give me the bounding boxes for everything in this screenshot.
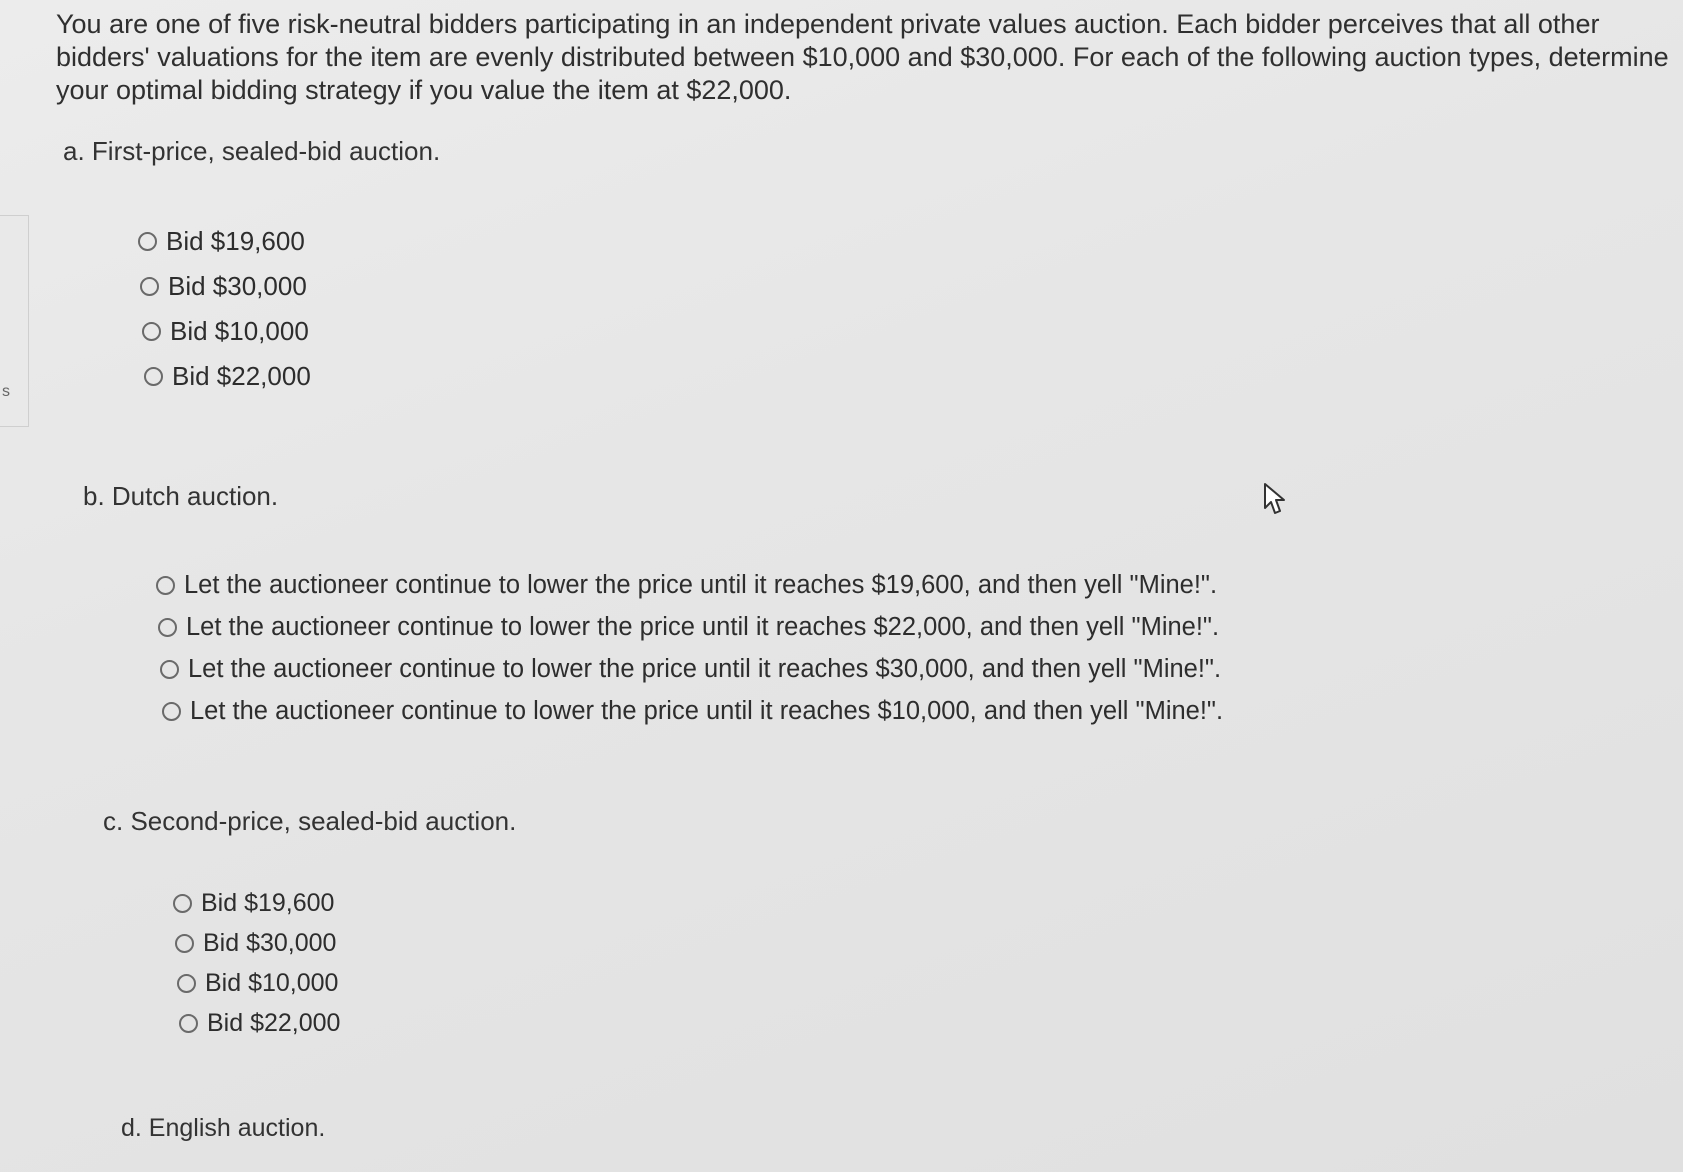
question-intro: You are one of five risk-neutral bidders participating in an independent private values auction. Each bidder perceives that all other bidders' valuations for the item are evenly distributed between $10,000 and $30,000. For each of the following auction types, determine your optimal bidding strategy if you value the item at $22,000. xyxy=(56,9,1669,105)
part-a-title: a. First-price, sealed-bid auction. xyxy=(63,136,441,166)
part-a-options xyxy=(138,219,311,399)
option-label: Bid $19,600 xyxy=(166,226,305,256)
radio-unselected-icon[interactable] xyxy=(173,894,192,913)
option-label: Let the auctioneer continue to lower the price until it reaches $19,600, and then yell "Mine!". xyxy=(184,570,1218,599)
radio-unselected-icon[interactable] xyxy=(140,277,159,296)
part-b-option-2[interactable] xyxy=(158,606,1223,648)
radio-unselected-icon[interactable] xyxy=(179,1014,198,1033)
left-panel-letter: s xyxy=(2,383,10,400)
option-label: Bid $10,000 xyxy=(170,316,309,346)
option-label: Bid $30,000 xyxy=(168,271,307,301)
part-c-options xyxy=(173,883,340,1043)
part-a-option-4[interactable] xyxy=(144,354,311,399)
option-label: Bid $22,000 xyxy=(172,361,311,391)
option-label: Bid $30,000 xyxy=(203,928,337,957)
option-label: Let the auctioneer continue to lower the price until it reaches $10,000, and then yell "Mine!". xyxy=(190,696,1224,725)
radio-unselected-icon[interactable] xyxy=(156,576,175,595)
part-b-option-1[interactable] xyxy=(156,564,1223,606)
radio-unselected-icon[interactable] xyxy=(175,934,194,953)
option-label: Bid $10,000 xyxy=(205,968,339,997)
part-a-option-2[interactable] xyxy=(140,264,311,309)
part-c-option-4[interactable] xyxy=(179,1003,340,1043)
part-b-option-4[interactable] xyxy=(162,690,1223,732)
part-b-title: b. Dutch auction. xyxy=(83,481,279,511)
part-d-title: d. English auction. xyxy=(121,1114,326,1142)
radio-unselected-icon[interactable] xyxy=(160,660,179,679)
option-label: Let the auctioneer continue to lower the price until it reaches $30,000, and then yell "Mine!". xyxy=(188,654,1222,683)
part-c-option-2[interactable] xyxy=(175,923,340,963)
radio-unselected-icon[interactable] xyxy=(138,232,157,251)
radio-unselected-icon[interactable] xyxy=(142,322,161,341)
mouse-pointer-icon xyxy=(1262,482,1288,516)
radio-unselected-icon[interactable] xyxy=(177,974,196,993)
part-c-option-3[interactable] xyxy=(177,963,340,1003)
option-label: Bid $19,600 xyxy=(201,888,335,917)
radio-unselected-icon[interactable] xyxy=(158,618,177,637)
option-label: Let the auctioneer continue to lower the price until it reaches $22,000, and then yell "Mine!". xyxy=(186,612,1220,641)
radio-unselected-icon[interactable] xyxy=(144,367,163,386)
part-a-option-1[interactable] xyxy=(138,219,311,264)
part-c-title: c. Second-price, sealed-bid auction. xyxy=(103,806,517,836)
part-c-option-1[interactable] xyxy=(173,883,340,923)
part-a-option-3[interactable] xyxy=(142,309,311,354)
radio-unselected-icon[interactable] xyxy=(162,702,181,721)
part-b-options xyxy=(156,564,1223,732)
part-b-option-3[interactable] xyxy=(160,648,1223,690)
option-label: Bid $22,000 xyxy=(207,1008,341,1037)
